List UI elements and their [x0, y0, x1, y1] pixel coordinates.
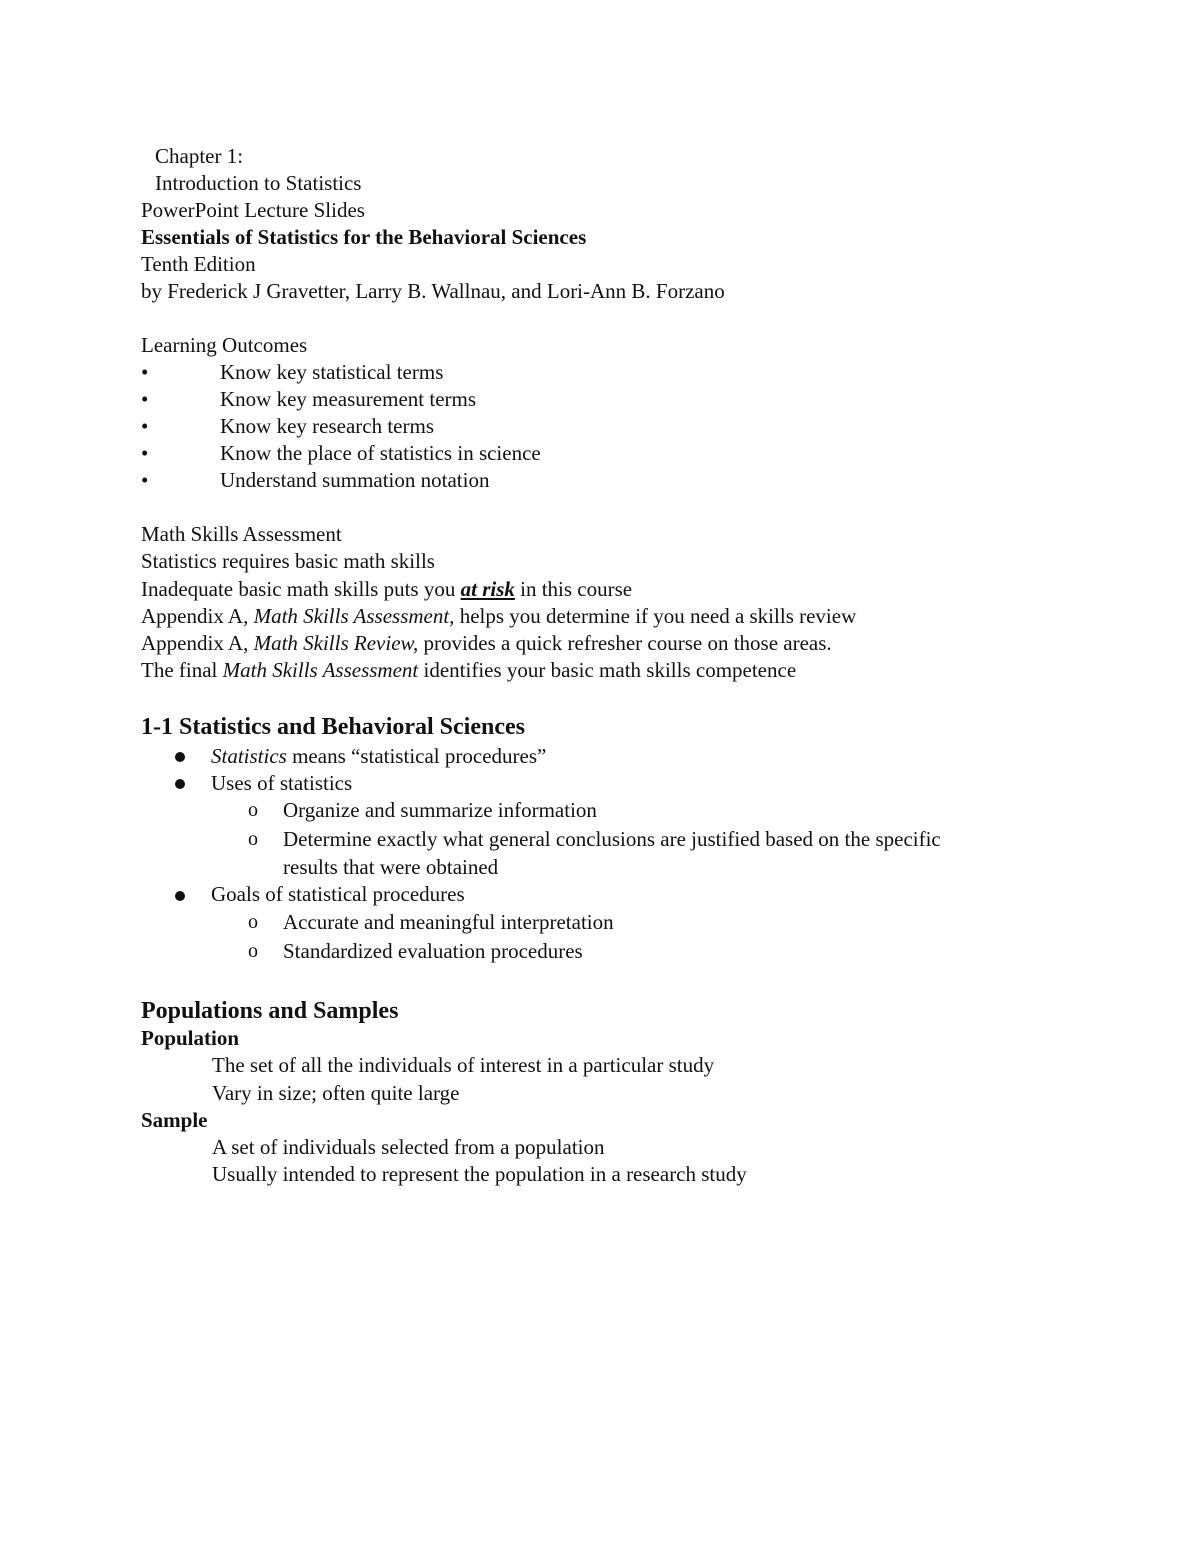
bullet-icon: • — [141, 441, 149, 465]
sub-bullet-item-continuation: results that were obtained — [283, 855, 499, 879]
sub-bullet-item: Standardized evaluation procedures — [283, 939, 583, 963]
emphasis-text: Math Skills Assessment, — [253, 604, 455, 628]
chapter-label: Chapter 1: — [155, 144, 244, 168]
outcome-item: Know key research terms — [220, 414, 434, 438]
bullet-item: Goals of statistical procedures — [211, 882, 465, 906]
edition-label: Tenth Edition — [141, 252, 256, 276]
slides-label: PowerPoint Lecture Slides — [141, 198, 365, 222]
section-heading: Populations and Samples — [141, 998, 399, 1024]
filled-bullet-icon — [175, 891, 185, 901]
text-run: Appendix A, — [141, 631, 254, 655]
math-skills-line — [141, 576, 632, 603]
hollow-bullet-icon: o — [248, 799, 258, 821]
text-run: means “statistical procedures” — [286, 744, 547, 768]
math-skills-line — [141, 630, 832, 657]
bullet-icon: • — [141, 468, 149, 492]
term-definition: Vary in size; often quite large — [212, 1081, 460, 1105]
term-definition: A set of individuals selected from a population — [212, 1135, 605, 1159]
emphasis-text: Statistics — [211, 744, 287, 768]
math-skills-line — [141, 657, 796, 684]
section-heading: 1-1 Statistics and Behavioral Sciences — [141, 714, 525, 740]
learning-outcomes-title: Learning Outcomes — [141, 333, 308, 357]
text-run: Appendix A, — [141, 604, 254, 628]
bullet-icon: • — [141, 387, 149, 411]
book-title: Essentials of Statistics for the Behavioral Sciences — [141, 225, 587, 249]
outcome-item: Know the place of statistics in science — [220, 441, 541, 465]
hollow-bullet-icon: o — [248, 828, 258, 850]
text-run: Inadequate basic math skills puts you — [141, 577, 461, 601]
text-run: provides a quick refresher course on those areas. — [418, 631, 832, 655]
filled-bullet-icon — [175, 752, 185, 762]
authors-line: by Frederick J Gravetter, Larry B. Wallnau, and Lori-Ann B. Forzano — [141, 279, 725, 303]
text-run: in this course — [514, 577, 633, 601]
bullet-item: Uses of statistics — [211, 771, 353, 795]
sub-bullet-item: Organize and summarize information — [283, 798, 597, 822]
outcome-item: Know key measurement terms — [220, 387, 477, 411]
math-skills-line: Statistics requires basic math skills — [141, 549, 435, 573]
bullet-item — [211, 743, 546, 770]
hollow-bullet-icon: o — [248, 940, 258, 962]
emphasis-text: Math Skills Assessment — [222, 658, 419, 682]
sub-bullet-item: Determine exactly what general conclusions are justified based on the specific — [283, 827, 941, 851]
filled-bullet-icon — [175, 779, 185, 789]
term-label-population: Population — [141, 1026, 240, 1050]
sub-bullet-item: Accurate and meaningful interpretation — [283, 910, 614, 934]
bullet-icon: • — [141, 414, 149, 438]
chapter-title: Introduction to Statistics — [155, 171, 362, 195]
hollow-bullet-icon: o — [248, 911, 258, 933]
text-run: The final — [141, 658, 223, 682]
text-run: identifies your basic math skills competence — [418, 658, 797, 682]
emphasis-text: Math Skills Review, — [253, 631, 419, 655]
term-definition: The set of all the individuals of interest in a particular study — [212, 1053, 715, 1077]
text-run: helps you determine if you need a skills review — [454, 604, 857, 628]
term-definition: Usually intended to represent the population in a research study — [212, 1162, 747, 1186]
math-skills-title: Math Skills Assessment — [141, 522, 342, 546]
emphasis-at-risk: at risk — [460, 577, 515, 601]
math-skills-line — [141, 603, 856, 630]
bullet-icon: • — [141, 360, 149, 384]
outcome-item: Understand summation notation — [220, 468, 490, 492]
outcome-item: Know key statistical terms — [220, 360, 444, 384]
term-label-sample: Sample — [141, 1108, 208, 1132]
